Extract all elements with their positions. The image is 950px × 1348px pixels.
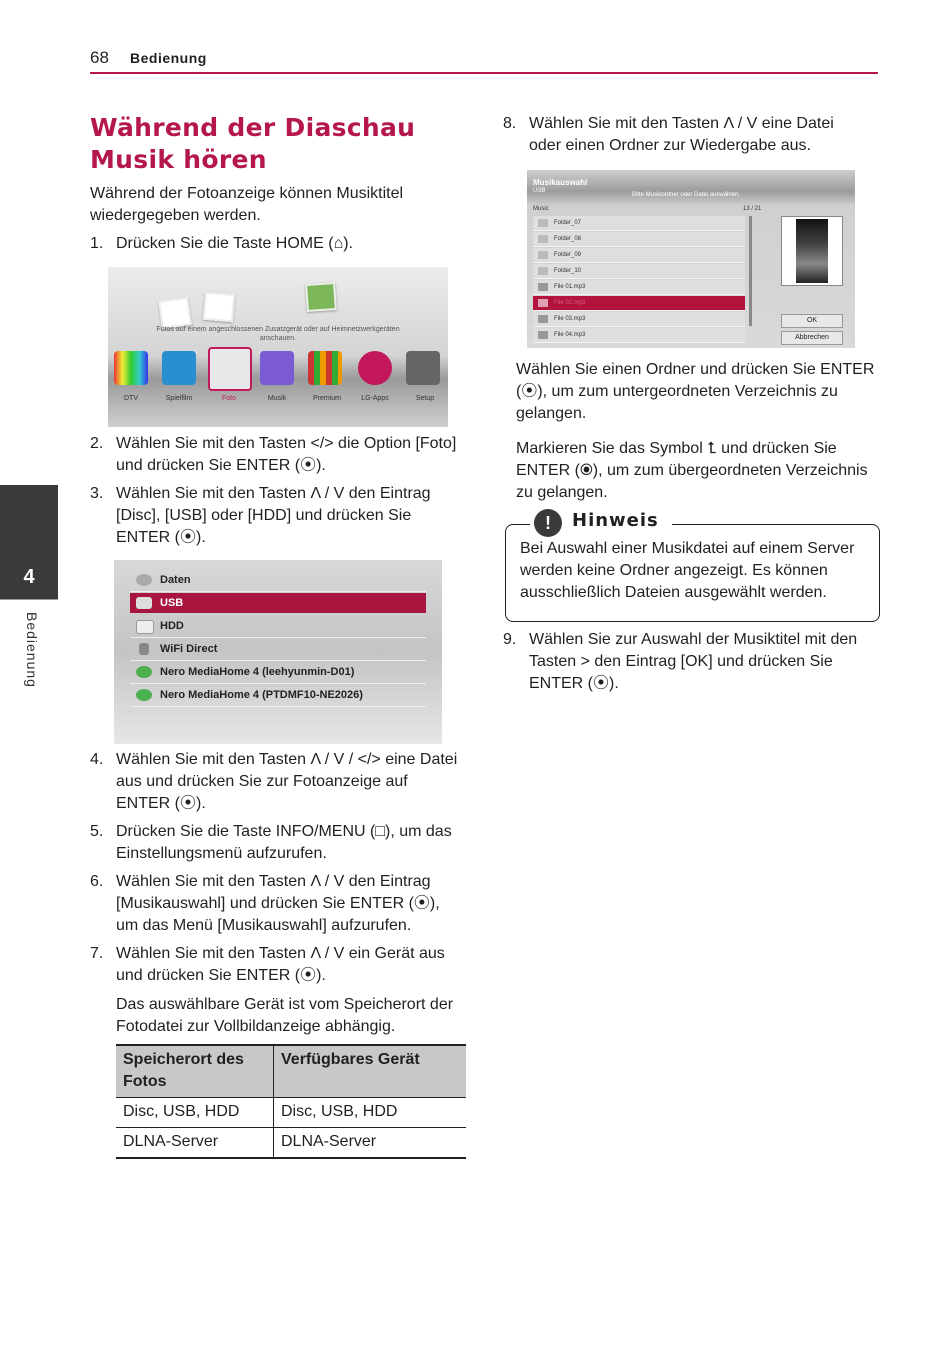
device-row[interactable] <box>130 570 426 590</box>
row-divider <box>130 683 426 684</box>
note-text: Bei Auswahl einer Musikdatei auf einem Server werden keine Ordner angezeigt. Es können ausschließlich Dateien ausgewählt werden. <box>520 540 855 601</box>
row-divider <box>130 591 426 592</box>
intro-text: Während der Fotoanzeige können Musiktitel wiedergegeben werden. <box>90 185 404 224</box>
server-icon <box>136 666 152 678</box>
photo-icon[interactable] <box>208 347 252 391</box>
folder-icon <box>538 219 548 227</box>
exclamation-icon: ! <box>534 509 562 537</box>
device-label: Daten <box>160 574 191 586</box>
scrollbar[interactable] <box>749 216 752 326</box>
table-cell: Disc, USB, HDD <box>116 1098 274 1128</box>
row-divider <box>130 660 426 661</box>
step-8-para-2: Markieren Sie das Symbol ⮤ und drücken Sie ENTER (⦿), um zum übergeordneten Verzeichnis zu gelangen. <box>516 440 868 501</box>
step-text: Wählen Sie mit den Tasten Λ / V ein Gerät aus und drücken Sie ENTER (⦿). <box>116 945 445 984</box>
step-number: 3. <box>90 485 104 502</box>
note-title: Hinweis <box>572 510 659 531</box>
music-file-icon <box>538 283 548 291</box>
list-item[interactable] <box>533 248 745 263</box>
disc-icon <box>136 574 152 586</box>
list-item-label: File 04.mp3 <box>554 332 586 338</box>
home-item-premium[interactable]: Premium <box>312 395 341 402</box>
dtv-icon[interactable] <box>114 351 148 385</box>
photo-thumbnail <box>305 282 337 312</box>
list-item-label: File 01.mp3 <box>554 284 586 290</box>
lg-apps-icon[interactable] <box>358 351 392 385</box>
music-file-icon <box>538 331 548 339</box>
list-item-label: Folder_09 <box>554 252 582 258</box>
device-label: Nero MediaHome 4 (leehyunmin-D01) <box>160 666 355 678</box>
page-number: 68 <box>90 48 109 67</box>
film-icon[interactable] <box>162 351 196 385</box>
home-item-lg-apps[interactable]: LG-Apps <box>361 395 389 402</box>
wifi-icon <box>139 643 149 655</box>
step-number: 6. <box>90 873 104 890</box>
list-item[interactable] <box>533 216 745 231</box>
music-screen-hint: Bitte Musikordner oder Datei auswählen. <box>632 192 741 198</box>
step-number: 2. <box>90 435 104 452</box>
music-file-icon <box>538 299 548 307</box>
step-text: Wählen Sie mit den Tasten Λ / V / </> eine Datei aus und drücken Sie zur Fotoanzeige auf ENTER (⦿). <box>116 751 458 812</box>
table-cell: DLNA-Server <box>116 1128 274 1159</box>
step-text: Wählen Sie mit den Tasten Λ / V den Eintrag [Musikauswahl] und drücken Sie ENTER (⦿), um das Menü [Musikauswahl] aufzurufen. <box>116 873 440 934</box>
table-header: Speicherort des Fotos <box>116 1045 274 1098</box>
list-item-label: File 03.mp3 <box>554 316 586 322</box>
step-number: 7. <box>90 945 104 962</box>
section-title: Während der Diaschau Musik hören <box>90 113 416 174</box>
music-screen-title: Musikauswahl <box>533 178 588 187</box>
list-item-label: Folder_08 <box>554 236 582 242</box>
cancel-button[interactable]: Abbrechen <box>781 331 843 345</box>
step-8-para-1: Wählen Sie einen Ordner und drücken Sie ENTER (⦿), um zum untergeordneten Verzeichnis zu gelangen. <box>516 361 875 422</box>
header-rule <box>90 72 878 74</box>
list-item[interactable] <box>533 312 745 327</box>
step-number: 4. <box>90 751 104 768</box>
step-text: Wählen Sie mit den Tasten Λ / V eine Datei oder einen Ordner zur Wiedergabe aus. <box>529 115 834 154</box>
cat-photo-preview <box>781 216 843 286</box>
table-row <box>116 1128 466 1159</box>
running-header: Bedienung <box>130 50 207 66</box>
step-number: 8. <box>503 115 517 132</box>
premium-icon[interactable] <box>308 351 342 385</box>
music-path: Music <box>533 206 549 212</box>
chapter-tab-divider <box>0 599 58 600</box>
setup-gear-icon[interactable] <box>406 351 440 385</box>
device-row[interactable] <box>130 662 426 682</box>
chapter-number: 4 <box>23 566 35 588</box>
home-item-foto[interactable]: Foto <box>221 395 236 402</box>
step-7-note: Das auswählbare Gerät ist vom Speicherort der Fotodatei zur Vollbildanzeige abhängig. <box>116 996 454 1035</box>
device-row[interactable] <box>130 616 426 636</box>
list-item-label: Folder_07 <box>554 220 582 226</box>
step-text: Drücken Sie die Taste HOME (⌂). <box>116 235 353 252</box>
device-row[interactable] <box>130 639 426 659</box>
step-text: Wählen Sie mit den Tasten </> die Option [Foto] und drücken Sie ENTER (⦿). <box>116 435 457 474</box>
device-label: HDD <box>160 620 184 632</box>
photo-thumbnail <box>203 292 235 323</box>
folder-icon <box>538 267 548 275</box>
hdd-icon <box>136 620 154 634</box>
step-text: Wählen Sie mit den Tasten Λ / V den Eintrag [Disc], [USB] oder [HDD] und drücken Sie ENTER (⦿). <box>116 485 431 546</box>
list-item-label: Folder_10 <box>554 268 582 274</box>
usb-icon <box>136 597 152 609</box>
list-item[interactable] <box>533 264 745 279</box>
device-table <box>116 1044 466 1159</box>
folder-icon <box>538 251 548 259</box>
device-label: WiFi Direct <box>160 643 218 655</box>
table-header: Verfügbares Gerät <box>274 1045 467 1098</box>
home-caption: Fotos auf einem angeschlossenen Zusatzgerät oder auf Heimnetzwerkgeräten anschauen. <box>156 326 400 342</box>
music-icon[interactable] <box>260 351 294 385</box>
cat-image <box>796 219 828 283</box>
device-row[interactable] <box>130 685 426 705</box>
home-item-musik[interactable]: Musik <box>267 395 287 402</box>
table-cell: Disc, USB, HDD <box>274 1098 467 1128</box>
device-label: Nero MediaHome 4 (PTDMF10-NE2026) <box>160 689 363 701</box>
home-menu-screenshot <box>108 267 448 427</box>
device-row-selected[interactable] <box>130 593 426 613</box>
folder-icon <box>538 235 548 243</box>
music-file-icon <box>538 315 548 323</box>
step-number: 9. <box>503 631 517 648</box>
ok-button[interactable]: OK <box>781 314 843 328</box>
music-screen-subtitle: USB <box>533 188 546 194</box>
music-selection-screenshot <box>527 170 855 348</box>
list-item[interactable] <box>533 232 745 247</box>
step-text: Drücken Sie die Taste INFO/MENU (□), um das Einstellungsmenü aufzurufen. <box>116 823 452 862</box>
step-number: 5. <box>90 823 104 840</box>
table-row <box>116 1098 466 1128</box>
row-divider <box>130 706 426 707</box>
server-icon <box>136 689 152 701</box>
list-item[interactable] <box>533 328 745 343</box>
step-text: Wählen Sie zur Auswahl der Musiktitel mit den Tasten > den Eintrag [OK] und drücken Sie ENTER (⦿). <box>529 631 858 692</box>
home-item-spielfilm[interactable]: Spielfilm <box>165 395 193 402</box>
list-item[interactable] <box>533 280 745 295</box>
chapter-label: Bedienung <box>24 612 40 688</box>
row-divider <box>130 637 426 638</box>
step-number: 1. <box>90 235 104 252</box>
home-item-setup[interactable]: Setup <box>415 395 435 402</box>
list-item-label: File 02.mp3 <box>554 300 586 306</box>
table-header-row <box>116 1045 466 1098</box>
table-cell: DLNA-Server <box>274 1128 467 1159</box>
music-counter: 13 / 21 <box>743 206 762 212</box>
home-item-dtv[interactable]: DTV <box>124 395 138 402</box>
list-item-selected[interactable] <box>533 296 745 311</box>
device-label: USB <box>160 597 184 609</box>
device-list-screenshot <box>114 560 442 744</box>
